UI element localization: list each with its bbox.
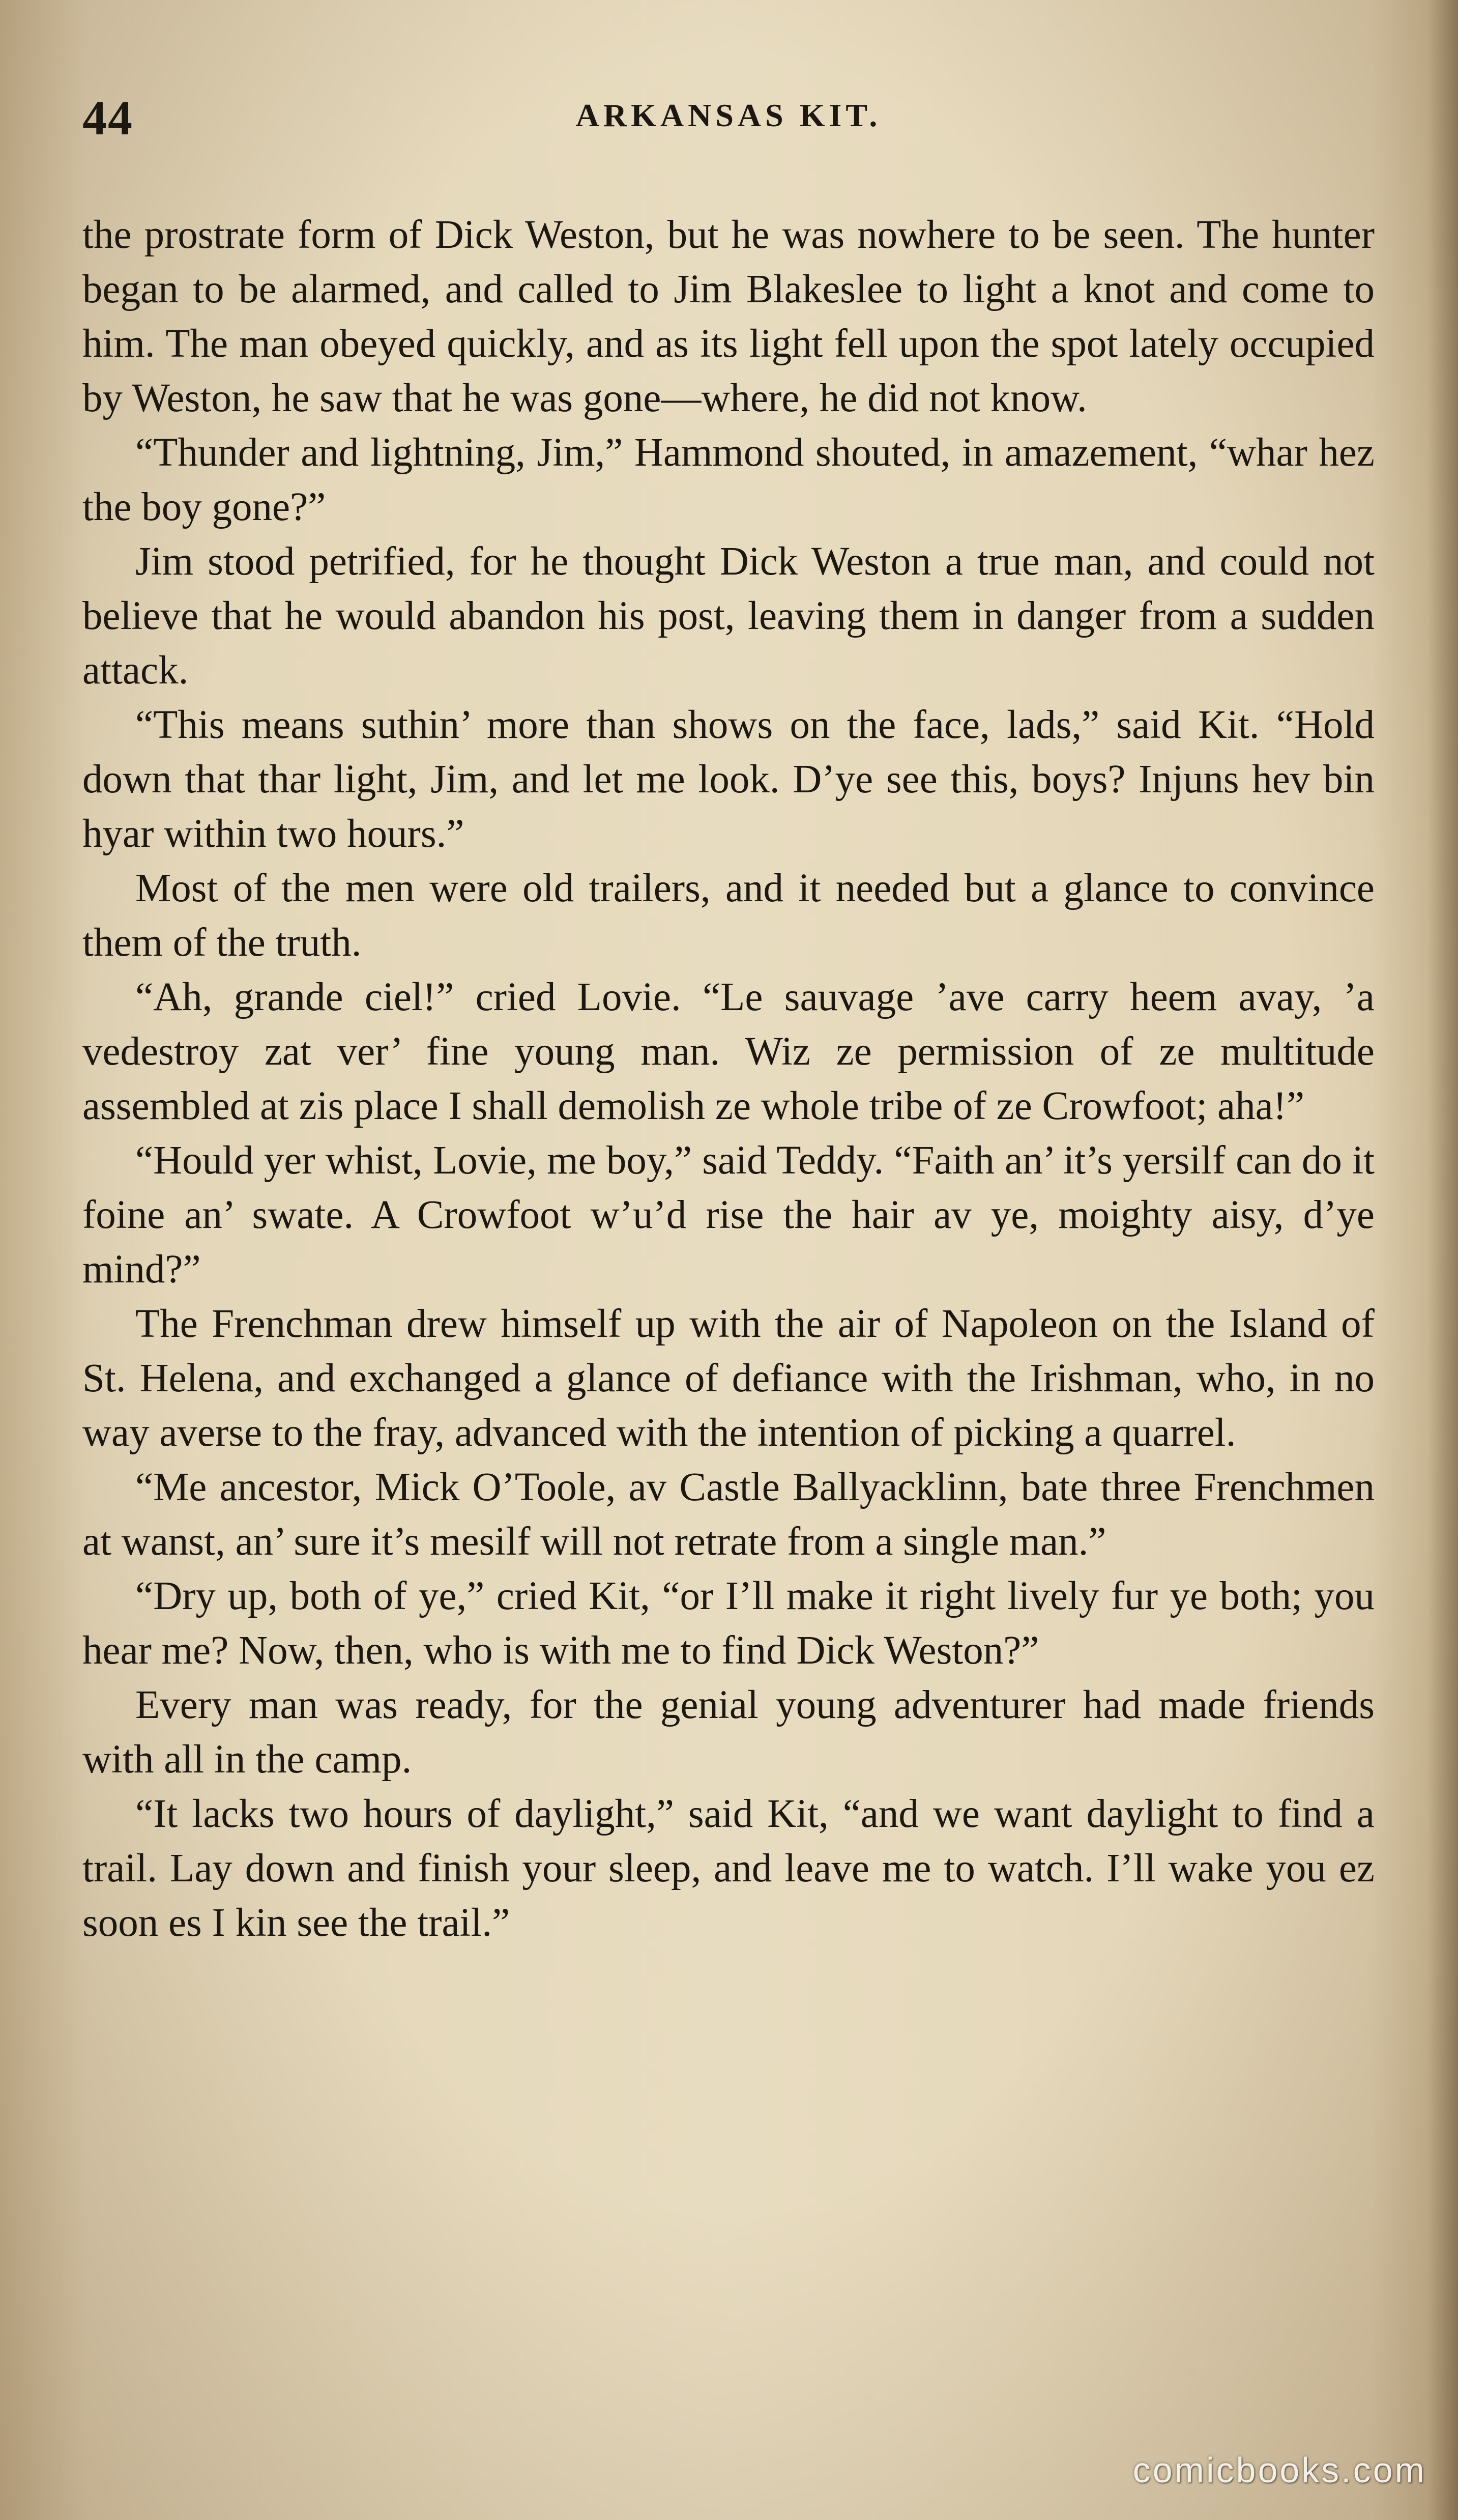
- paragraph: The Frenchman drew himself up with the air of Napoleon on the Island of St. Helena, and exchanged a glance of defiance with the Irishman, who, in no way averse to the fray, advanced with the intention of picking a quarrel.: [82, 1302, 1375, 1455]
- paragraph: “Thunder and lightning, Jim,” Hammond shouted, in amazement, “whar hez the boy gone?”: [82, 431, 1375, 529]
- page-edge-shadow: [1427, 0, 1458, 2520]
- paragraph: the prostrate form of Dick Weston, but he was nowhere to be seen. The hunter began to be alarmed, and called to Jim Blakeslee to light a knot and come to him. The man obeyed quickly, and as its light fell upon the spot lately occupied by Weston, he saw that he was gone—where, he did not know.: [82, 213, 1375, 420]
- page-number: 44: [82, 91, 133, 145]
- paragraph: “This means suthin’ more than shows on the face, lads,” said Kit. “Hold down that thar light, Jim, and let me look. D’ye see this, boys? Injuns hev bin hyar within two hours.”: [82, 703, 1375, 856]
- running-head-title: ARKANSAS KIT.: [575, 97, 882, 133]
- page-header: [82, 90, 1375, 151]
- paragraph: Jim stood petrified, for he thought Dick Weston a true man, and could not believe that he would abandon his post, leaving them in danger from a sudden attack.: [82, 539, 1375, 693]
- paragraph: Every man was ready, for the genial young adventurer had made friends with all in the camp.: [82, 1683, 1375, 1782]
- body-text: [82, 208, 1375, 1950]
- paragraph: “Dry up, both of ye,” cried Kit, “or I’ll make it right lively fur ye both; you hear me? Now, then, who is with me to find Dick Weston?”: [82, 1574, 1375, 1673]
- watermark: comicbooks.com: [1132, 2450, 1426, 2490]
- paragraph: “Me ancestor, Mick O’Toole, av Castle Ballyacklinn, bate three Frenchmen at wanst, an’ sure it’s mesilf will not retrate from a single man.”: [82, 1465, 1375, 1564]
- paragraph: “Ah, grande ciel!” cried Lovie. “Le sauvage ’ave carry heem avay, ’a vedestroy zat ver’ fine young man. Wiz ze permission of ze multitude assembled at zis place I shall demolish ze whole tribe of ze Crowfoot; aha!”: [82, 975, 1375, 1128]
- paragraph: “It lacks two hours of daylight,” said Kit, “and we want daylight to find a trail. Lay down and finish your sleep, and leave me to watch. I’ll wake you ez soon es I kin see the trail.”: [82, 1792, 1375, 1945]
- paragraph: “Hould yer whist, Lovie, me boy,” said Teddy. “Faith an’ it’s yersilf can do it foine an’ swate. A Crowfoot w’u’d rise the hair av ye, moighty aisy, d’ye mind?”: [82, 1138, 1375, 1292]
- paragraph: Most of the men were old trailers, and it needed but a glance to convince them of the truth.: [82, 866, 1375, 965]
